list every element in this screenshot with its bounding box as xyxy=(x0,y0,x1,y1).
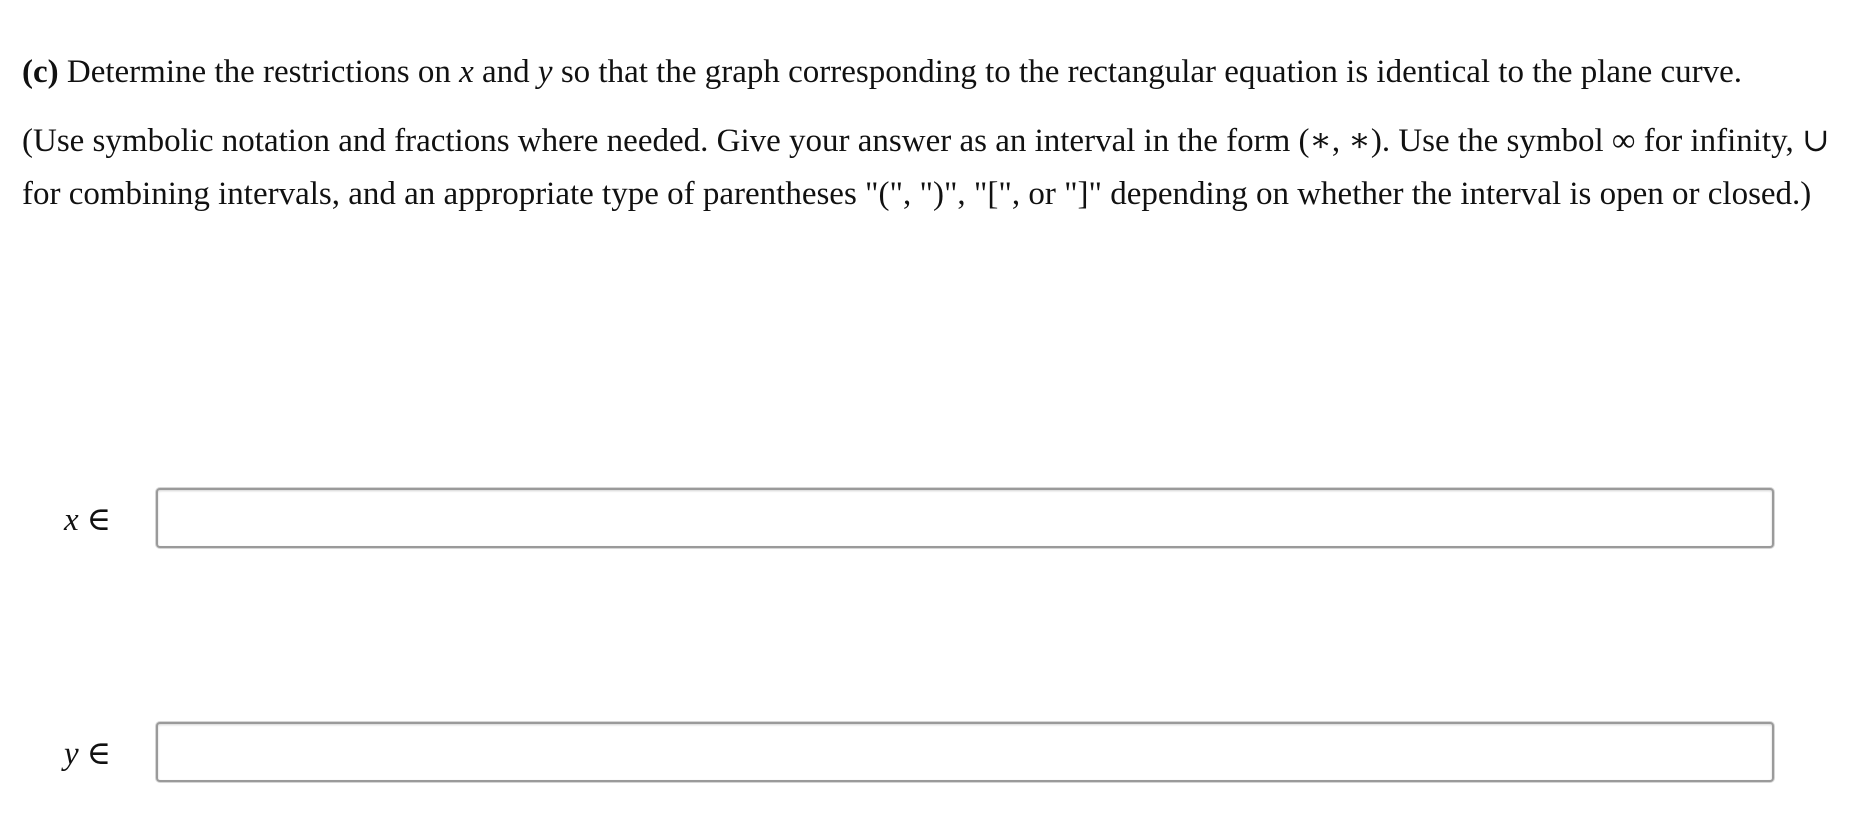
prompt-text-3: so that the graph corresponding to the rectangular equation is identical to the plane curve. xyxy=(552,54,1743,90)
infinity-symbol: ∞ xyxy=(1611,123,1636,159)
answer-label-x-var: x xyxy=(64,502,79,538)
x-interval-input[interactable] xyxy=(156,488,1774,548)
answer-row-y xyxy=(0,722,1876,786)
element-of-symbol: ∈ xyxy=(86,736,112,772)
variable-x: x xyxy=(459,54,474,90)
union-symbol: ∪ xyxy=(1801,123,1830,159)
instructions-text-3: for combining intervals, and an appropriate type of parentheses "(", ")", "[", or "]" depending on whether the interval is open or closed.) xyxy=(22,176,1812,212)
prompt-text-1: Determine the restrictions on xyxy=(58,54,460,90)
part-label: (c) xyxy=(22,54,59,90)
element-of-symbol: ∈ xyxy=(86,502,112,538)
prompt-text-2: and xyxy=(473,54,538,90)
answer-label-y-var: y xyxy=(64,736,79,772)
variable-y: y xyxy=(537,54,553,90)
answer-label-y xyxy=(64,722,111,786)
question-text xyxy=(22,46,1862,221)
y-interval-input[interactable] xyxy=(156,722,1774,782)
answer-row-x xyxy=(0,488,1876,552)
question-prompt xyxy=(22,46,1862,99)
question-instructions xyxy=(22,115,1862,221)
answer-label-x xyxy=(64,488,111,552)
instructions-text-2: for infinity, xyxy=(1635,123,1802,159)
instructions-text-1: (Use symbolic notation and fractions where needed. Give your answer as an interval in the form (∗, ∗). Use the symbol xyxy=(22,123,1612,159)
